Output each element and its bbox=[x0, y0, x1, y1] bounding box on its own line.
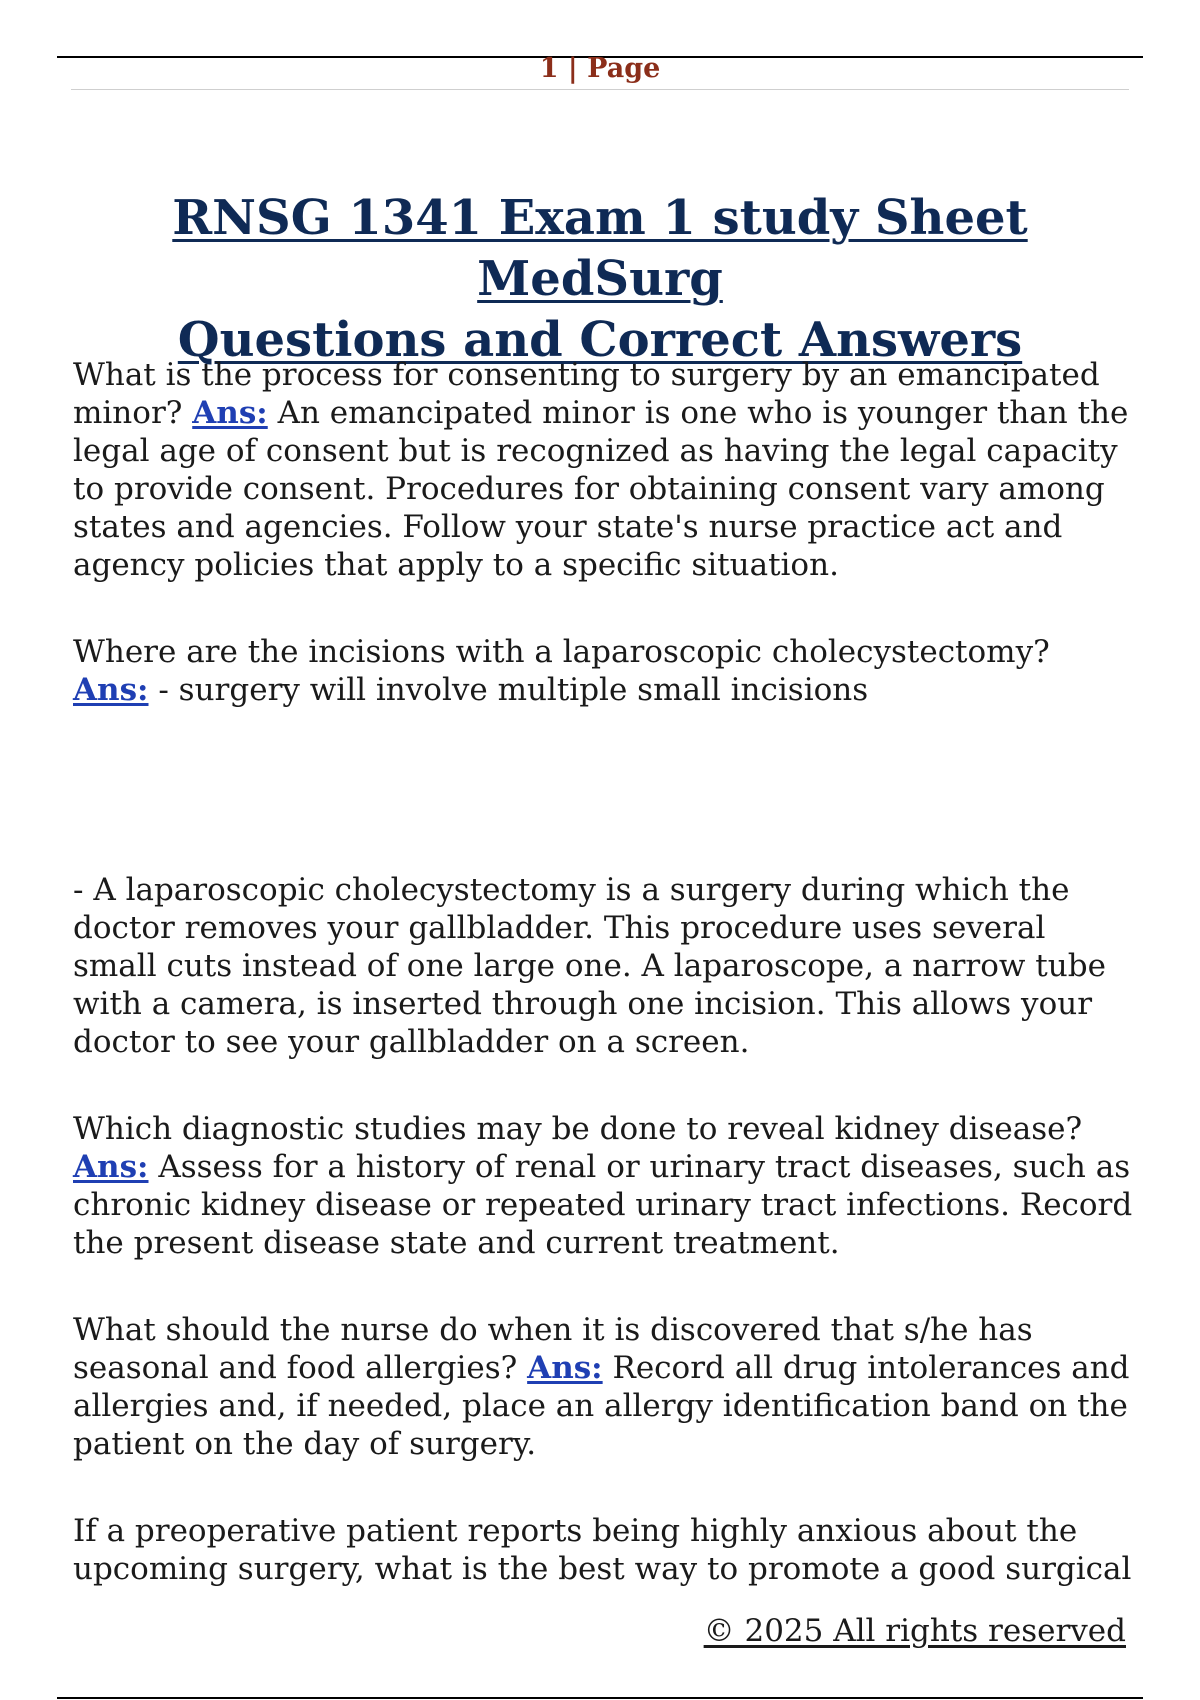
document-title-line-2: Questions and Correct Answers bbox=[177, 312, 1023, 368]
header-divider bbox=[71, 89, 1129, 90]
answer-text: An emancipated minor is one who is younger than the legal age of consent but is recognized as having the legal capacity to provide consent. Procedures for obtaining consent vary among states and agencies. Follow your state's nurse practice act and agency policies that apply to a specific situation. bbox=[73, 395, 1129, 583]
qa-item-laparoscopic-incisions bbox=[73, 633, 1133, 709]
qa-item-preoperative-anxiety bbox=[73, 1512, 1133, 1588]
answer-link[interactable]: Ans: bbox=[73, 1149, 149, 1185]
answer-text: - surgery will involve multiple small incisions bbox=[148, 672, 869, 708]
answer-continuation-laparoscopic bbox=[73, 871, 1133, 1061]
qa-item-kidney-disease bbox=[73, 1110, 1133, 1262]
question-text: If a preoperative patient reports being highly anxious about the upcoming surgery, what is the best way to promote a good surgical bbox=[73, 1513, 1132, 1587]
question-text: Which diagnostic studies may be done to reveal kidney disease? bbox=[73, 1111, 1083, 1147]
document-body bbox=[73, 356, 1133, 1637]
page-number-label: 1 | Page bbox=[539, 53, 661, 84]
qa-item-allergies bbox=[73, 1311, 1133, 1463]
qa-item-emancipated-minor bbox=[73, 356, 1133, 584]
answer-link[interactable]: Ans: bbox=[192, 395, 268, 431]
answer-link[interactable]: Ans: bbox=[73, 672, 149, 708]
question-text: Where are the incisions with a laparoscopic cholecystectomy? bbox=[73, 634, 1050, 670]
footer-bottom-rule bbox=[57, 1697, 1143, 1699]
answer-link[interactable]: Ans: bbox=[527, 1350, 603, 1386]
answer-text: Assess for a history of renal or urinary tract diseases, such as chronic kidney disease or repeated urinary tract infections. Record the present disease state and current treatment. bbox=[73, 1149, 1133, 1261]
question-text: What should the nurse do when it is discovered that s/he has seasonal and food allergies? bbox=[73, 1312, 1033, 1386]
question-text: What is the process for consenting to surgery by an emancipated minor? bbox=[73, 357, 1100, 431]
document-title-line-1: RNSG 1341 Exam 1 study Sheet MedSurg bbox=[172, 190, 1028, 307]
answer-text: - A laparoscopic cholecystectomy is a surgery during which the doctor removes your gallbladder. This procedure uses several small cuts instead of one large one. A laparoscope, a narrow tube with a camera, is inserted through one incision. This allows your doctor to see your gallbladder on a screen. bbox=[73, 872, 1106, 1060]
document-title bbox=[80, 188, 1120, 371]
answer-text: Record all drug intolerances and allergies and, if needed, place an allergy identification band on the patient on the day of surgery. bbox=[73, 1350, 1130, 1462]
footer-copyright: © 2025 All rights reserved bbox=[703, 1613, 1126, 1649]
